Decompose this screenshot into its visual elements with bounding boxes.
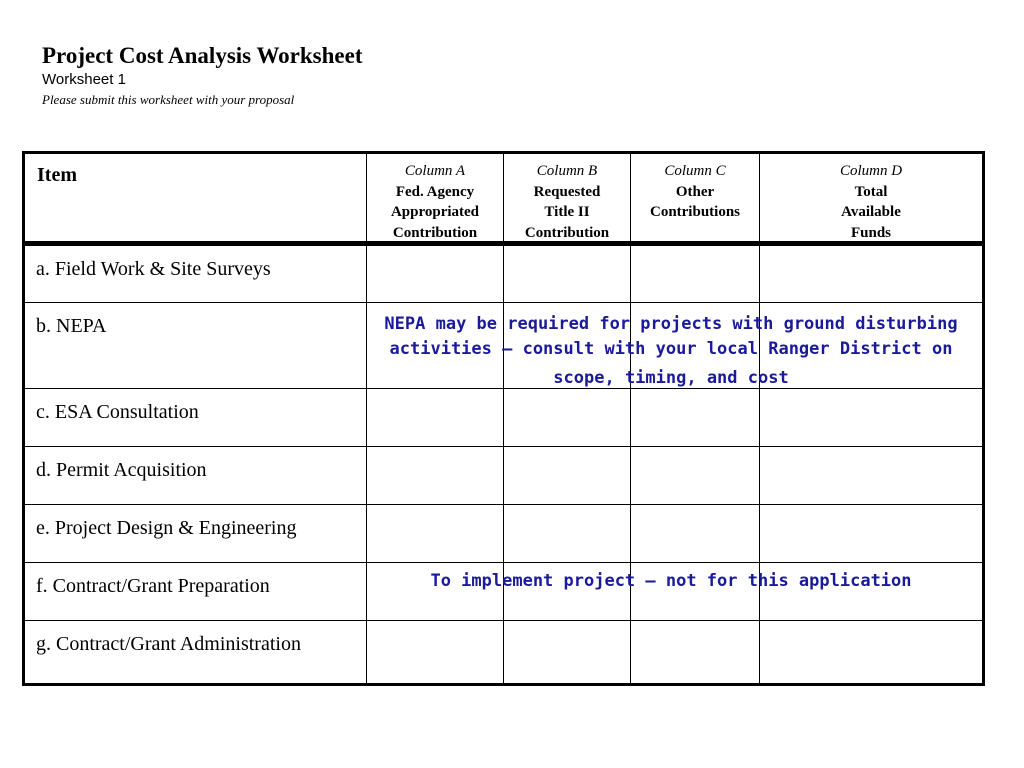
worksheet-title: Project Cost Analysis Worksheet — [42, 43, 363, 68]
column-d-line: Funds — [850, 224, 892, 241]
column-c-header — [631, 161, 759, 223]
worksheet-subtitle: Worksheet 1 — [42, 71, 126, 88]
cost-table — [22, 151, 985, 686]
row-label-contract-preparation: f. Contract/Grant Preparation — [36, 575, 270, 597]
row-label-permit-acquisition: d. Permit Acquisition — [36, 459, 207, 481]
row-divider — [25, 620, 982, 621]
nepa-annotation-line: activities – consult with your local Ranger District on — [389, 339, 953, 359]
column-d-line: Total — [854, 183, 888, 200]
row-label-project-design: e. Project Design & Engineering — [36, 517, 297, 539]
implement-annotation: To implement project – not for this application — [430, 571, 912, 591]
nepa-annotation-line: scope, timing, and cost — [553, 368, 789, 388]
item-column-header: Item — [37, 164, 77, 186]
column-divider — [630, 154, 631, 683]
column-b-label: Column B — [536, 163, 598, 179]
column-a-line: Contribution — [392, 224, 478, 241]
row-label-contract-administration: g. Contract/Grant Administration — [36, 633, 301, 655]
row-divider — [25, 504, 982, 505]
column-c-line: Contributions — [649, 204, 741, 220]
row-divider — [25, 302, 982, 303]
column-c-line: Other — [675, 183, 715, 200]
column-d-line: Available — [841, 204, 901, 220]
nepa-annotation-line: NEPA may be required for projects with ground disturbing — [384, 314, 958, 334]
column-d-header — [760, 161, 982, 243]
column-c-label: Column C — [664, 163, 726, 179]
column-a-line: Fed. Agency — [395, 183, 475, 200]
column-b-header — [504, 161, 630, 243]
nepa-annotation — [376, 312, 966, 391]
column-a-header — [367, 161, 503, 243]
row-divider — [25, 446, 982, 447]
submission-note: Please submit this worksheet with your proposal — [42, 92, 295, 107]
column-b-line: Requested — [533, 183, 601, 200]
column-b-line: Title II — [544, 204, 590, 220]
column-d-label: Column D — [839, 163, 903, 179]
column-b-line: Contribution — [524, 224, 610, 241]
row-divider — [25, 562, 982, 563]
row-label-field-work: a. Field Work & Site Surveys — [36, 258, 271, 280]
row-label-esa-consultation: c. ESA Consultation — [36, 401, 199, 423]
column-a-label: Column A — [404, 163, 466, 179]
row-label-nepa: b. NEPA — [36, 315, 107, 337]
column-a-line: Appropriated — [390, 204, 480, 220]
